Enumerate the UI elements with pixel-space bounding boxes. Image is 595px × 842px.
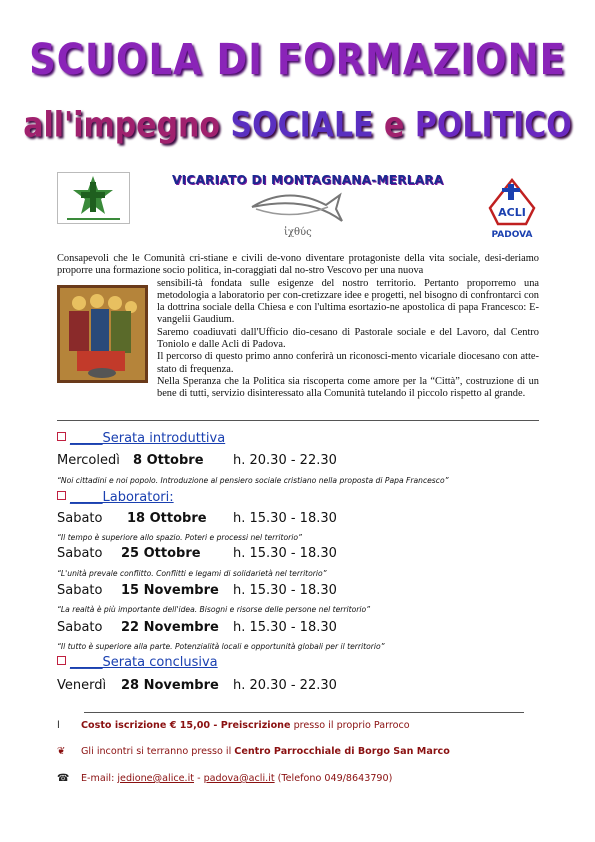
checkbox-icon (57, 491, 66, 500)
event-quote-4: “La realtà è più importante dell'idea. Bisogni e risorse delle persone nel territorio” (57, 605, 371, 614)
checkbox-icon (57, 432, 66, 441)
phone-number: (Telefono 049/8643790) (274, 773, 393, 784)
event-day: Sabato (57, 511, 103, 526)
event-hours: h. 15.30 - 18.30 (233, 546, 337, 561)
subtitle-part3: e (373, 105, 415, 146)
event-day: Venerdì (57, 678, 107, 693)
intro-paragraph-5: Nella Speranza che la Politica sia riscoperta come amore per la “Città”, costruzione di un bene di tutti, servizio disinteressato alla Comunità tutelando il piccolo rispetto al grande. (157, 375, 539, 400)
email-link-2[interactable]: padova@acli.it (203, 773, 275, 784)
section-closing-heading (57, 655, 218, 670)
event-day: Sabato (57, 546, 103, 561)
event-date: 22 Novembre (121, 620, 219, 635)
venue-text: Gli incontri si terranno presso il (81, 746, 235, 757)
divider-bottom (84, 712, 524, 713)
acli-logo-icon (486, 178, 538, 240)
intro-paragraph-1: Consapevoli che le Comunità cri-stiane e civili de-vono diventare protagoniste della vita sociale, desi-deriamo proporre una formazione socio politica, in-coraggiati dal no-stro Vescovo per una nuova (57, 253, 539, 277)
event-date: 25 Ottobre (121, 546, 201, 561)
email-link-1[interactable]: jedione@alice.it (117, 773, 195, 784)
contact-line (57, 773, 392, 784)
main-title: SCUOLA DI FORMAZIONE (29, 34, 566, 85)
section-intro-heading (57, 431, 225, 446)
event-date: 15 Novembre (121, 583, 219, 598)
cost-bold: Costo iscrizione € 15,00 - Preiscrizione (81, 720, 291, 731)
section-labs-label: _____Laboratori: (70, 490, 174, 505)
subtitle (0, 105, 595, 145)
intro-paragraph-4: Il percorso di questo primo anno conferirà un riconosci-mento vicariale diocesano con atte-stato di frequenza. (157, 351, 539, 375)
event-quote-3: “L'unità prevale conflitto. Conflitti e legami di solidarietà nel territorio” (57, 569, 327, 578)
divider-top (57, 420, 539, 421)
event-quote-1: “Noi cittadini e noi popolo. Introduzione al pensiero sociale cristiano nella proposta di Papa Francesco” (57, 476, 449, 485)
event-hours: h. 15.30 - 18.30 (233, 620, 337, 635)
star-cross-logo-icon (57, 172, 130, 224)
event-hours: h. 20.30 - 22.30 (233, 678, 337, 693)
email-separator: - (194, 773, 204, 784)
phone-icon: ☎ (57, 773, 70, 784)
event-date: 18 Ottobre (127, 511, 207, 526)
intro-paragraph-2: sensibili-tà fondata sulle esigenze del nostro territorio. Pertanto proporremo una metodologia a laboratorio per con-cretizzare idee e progetti, nel bisogno di confrontarci con la dottrina sociale della Chiesa e con l'ultima esortazio-ne apostolica di papa Francesco: E-vangelii Gaudium. (157, 277, 539, 326)
section-labs-heading (57, 490, 174, 505)
flower-bullet-icon: ❦ (57, 746, 66, 757)
venue-line (57, 746, 450, 757)
event-hours: h. 15.30 - 18.30 (233, 511, 337, 526)
venue-bold: Centro Parrocchiale di Borgo San Marco (234, 746, 450, 757)
intro-paragraph-3: Saremo coadiuvati dall'Ufficio dio-cesano di Pastorale sociale e del Lavoro, dal Centro Toniolo e dalle Acli di Padova. (157, 326, 539, 351)
ichthys-fish-icon (248, 187, 344, 239)
section-closing-label: _____Serata conclusiva (70, 655, 218, 670)
event-day: Mercoledì (57, 453, 120, 468)
washing-feet-painting (57, 285, 148, 383)
event-quote-5: “Il tutto è superiore alla parte. Potenzialità locali e opportunità globali per il territorio” (57, 642, 385, 651)
subtitle-part4: POLITICO (414, 105, 572, 146)
event-date: 28 Novembre (121, 678, 219, 693)
event-day: Sabato (57, 583, 103, 598)
subtitle-part2: SOCIALE (230, 105, 374, 146)
checkbox-icon (57, 656, 66, 665)
fish-text: ἰχθύς (284, 227, 312, 238)
email-label: E-mail: (81, 773, 118, 784)
event-day: Sabato (57, 620, 103, 635)
subtitle-part1: all'impegno (23, 105, 231, 146)
event-quote-2: “Il tempo è superiore allo spazio. Poteri e processi nel territorio” (57, 533, 302, 542)
padova-text: PADOVA (491, 230, 533, 240)
event-hours: h. 20.30 - 22.30 (233, 453, 337, 468)
cost-line (57, 720, 410, 731)
section-intro-label: _____Serata introduttiva (70, 431, 226, 446)
vicariato-heading: VICARIATO DI MONTAGNANA-MERLARA (172, 173, 444, 187)
event-date: 8 Ottobre (133, 453, 204, 468)
cost-rest: presso il proprio Parroco (290, 720, 410, 731)
cost-bullet-icon: l (57, 720, 60, 731)
event-hours: h. 15.30 - 18.30 (233, 583, 337, 598)
acli-text: ACLI (498, 206, 526, 219)
